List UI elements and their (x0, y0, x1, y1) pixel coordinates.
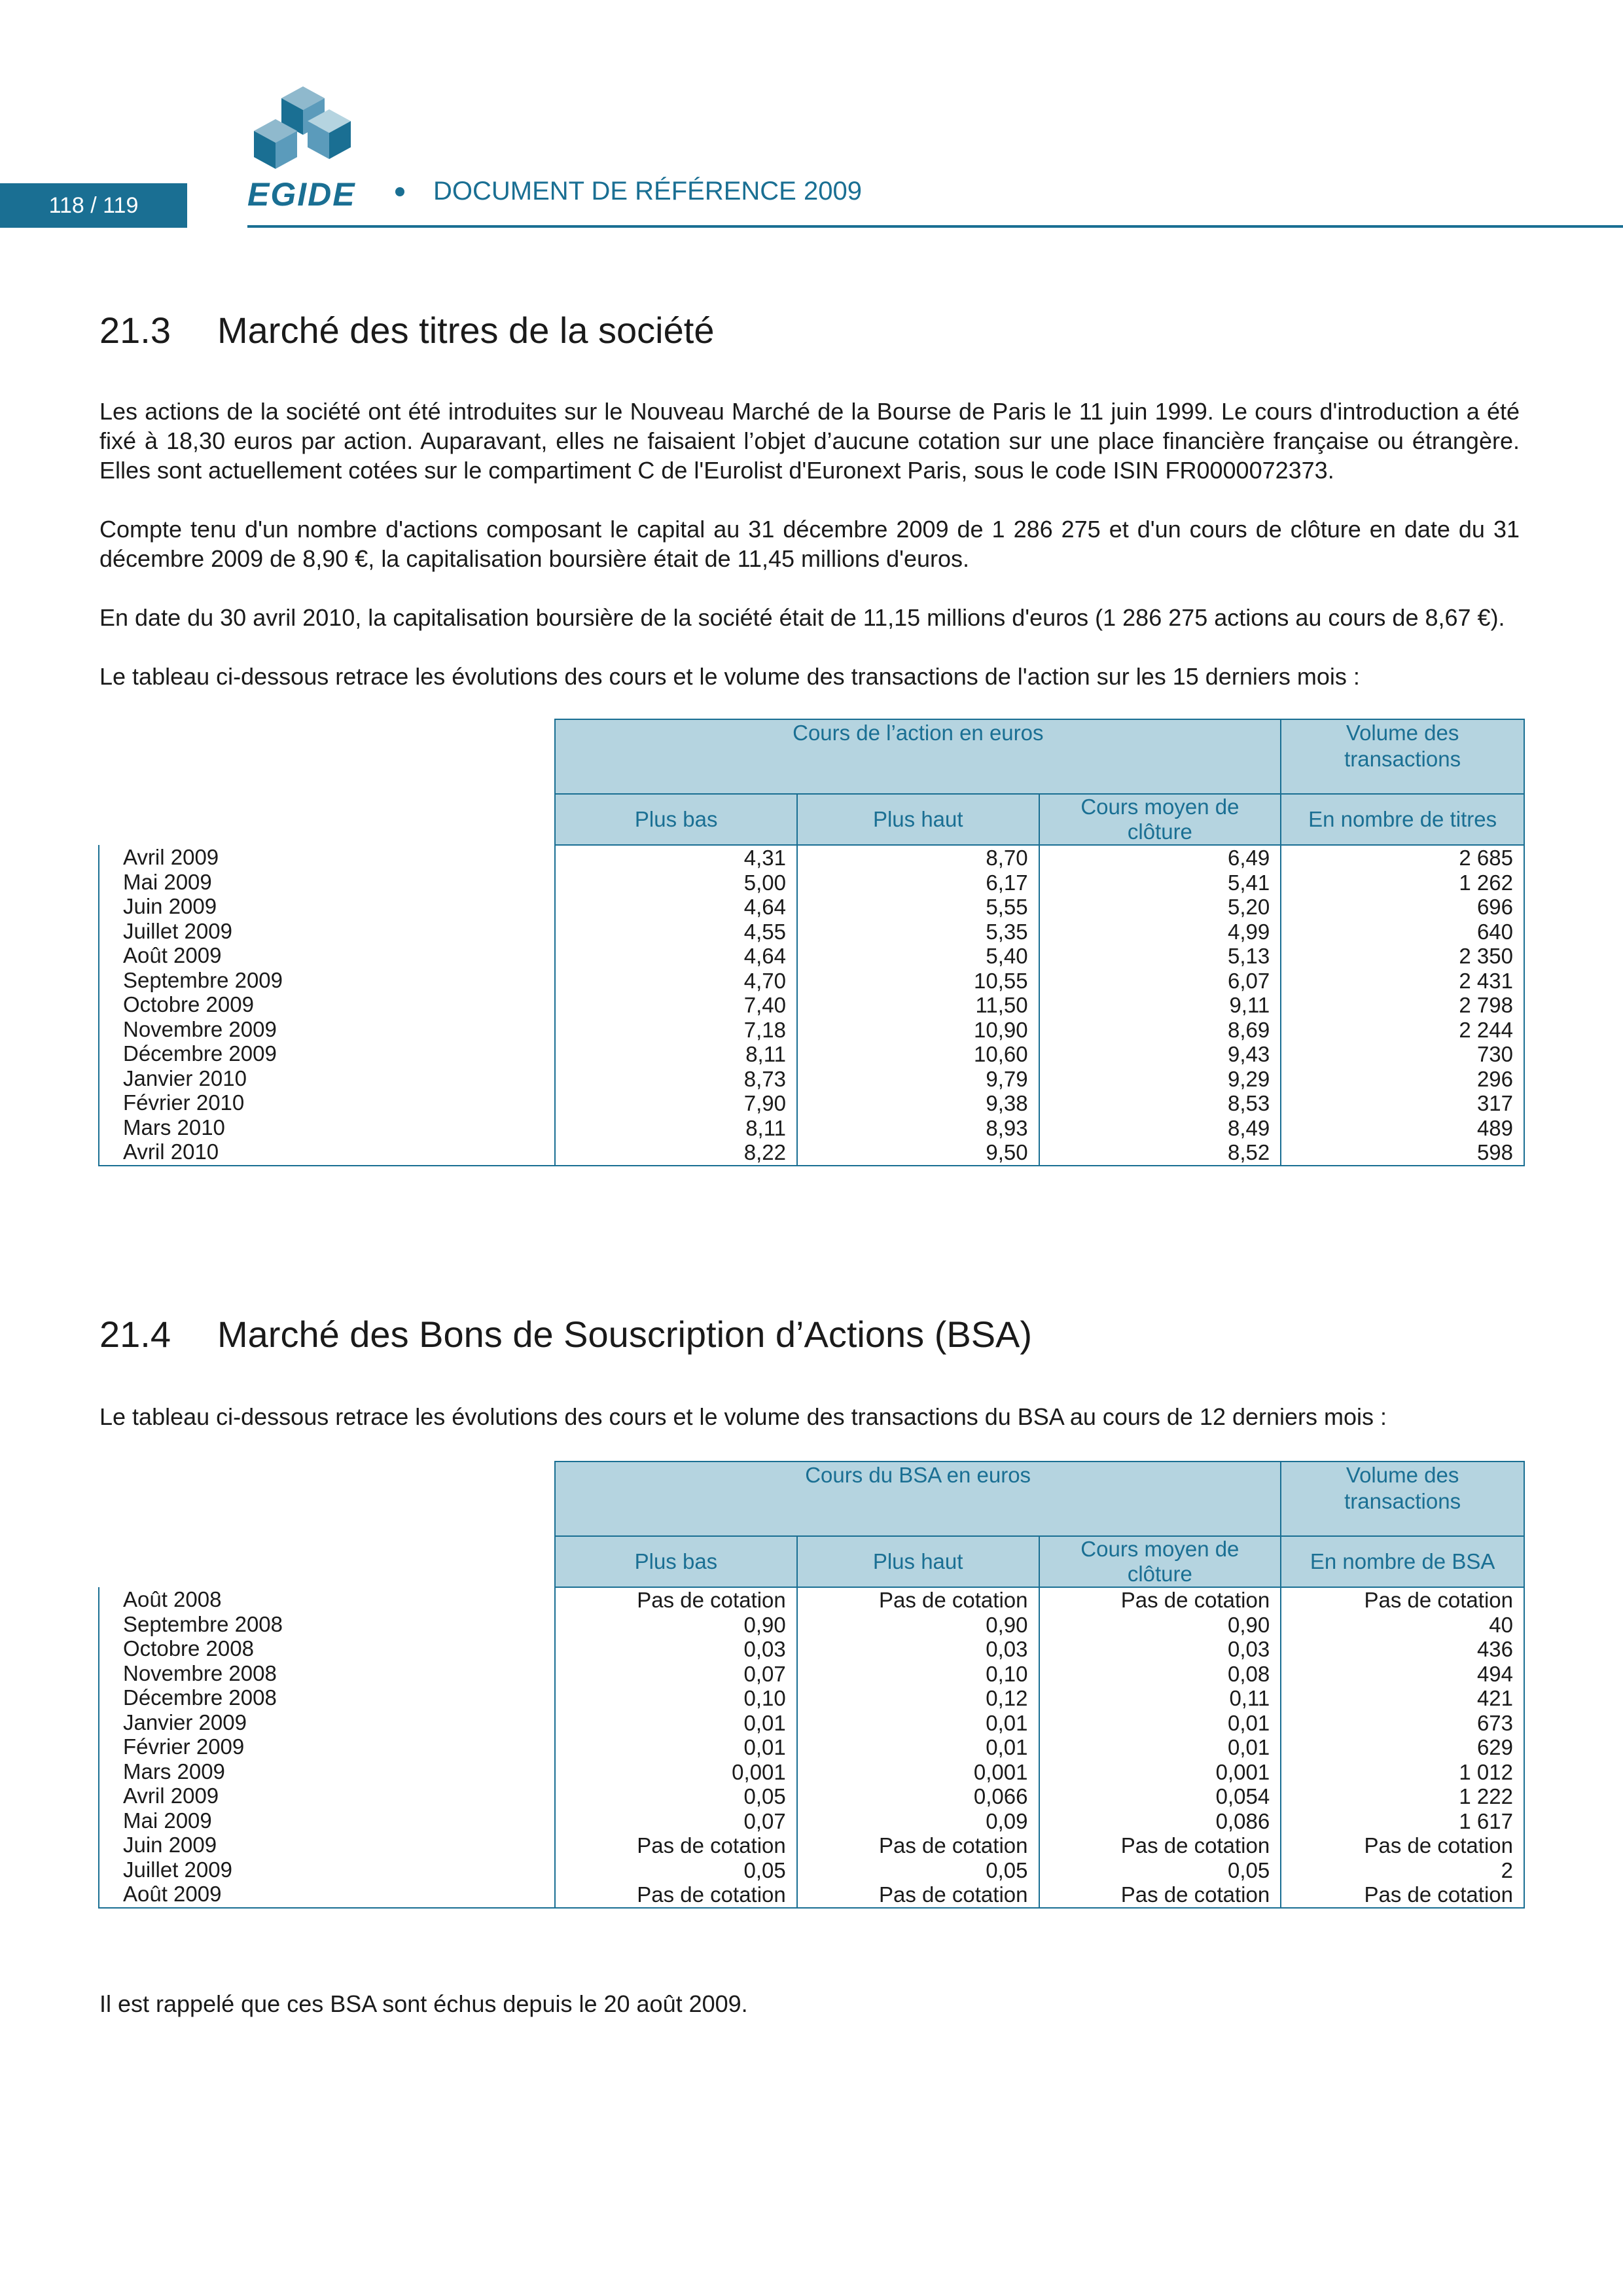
table-cell: 5,35 (986, 919, 1028, 944)
table-cell: 9,11 (1229, 993, 1270, 1017)
table-cell: 2 431 (1459, 968, 1513, 993)
table-cell: 1 222 (1459, 1784, 1513, 1808)
table-cell: 0,07 (743, 1661, 786, 1686)
table-cell: 598 (1476, 1140, 1513, 1164)
table-cell: Pas de cotation (1364, 1882, 1513, 1907)
table-cell: Juillet 2009 (123, 918, 232, 943)
table-cell: 1 617 (1459, 1808, 1513, 1833)
table-cell: Janvier 2010 (123, 1066, 247, 1090)
table-cell: Pas de cotation (1120, 1882, 1270, 1907)
table-cell: 0,10 (986, 1661, 1028, 1686)
table-cell: Pas de cotation (879, 1588, 1028, 1612)
table-cell: 436 (1476, 1637, 1513, 1661)
table-cell: 0,12 (986, 1686, 1028, 1710)
volume-column (1281, 845, 1524, 1166)
table-cell: Mai 2009 (123, 1808, 212, 1833)
table-cell: 0,066 (973, 1784, 1028, 1808)
table-cell: Décembre 2008 (123, 1685, 277, 1710)
table-cell: Octobre 2009 (123, 992, 254, 1016)
table-cell: 4,70 (743, 968, 786, 993)
col-header-low: Plus bas (555, 794, 797, 845)
table-cell: 0,05 (743, 1857, 786, 1882)
table-cell: 0,03 (743, 1637, 786, 1661)
col-header-volume: En nombre de BSA (1281, 1536, 1524, 1587)
table-cell: Mai 2009 (123, 869, 212, 894)
share-price-table (98, 719, 1525, 1166)
table-cell: 8,49 (1227, 1115, 1270, 1140)
table-cell: Pas de cotation (1364, 1588, 1513, 1612)
table-cell: 0,01 (743, 1735, 786, 1759)
high-column (797, 1587, 1039, 1908)
section-21-3-heading (99, 309, 714, 351)
col-header-avg: Cours moyen de clôture (1039, 1536, 1281, 1587)
table-cell: 6,17 (986, 870, 1028, 895)
table-cell: 9,38 (986, 1091, 1028, 1115)
table-cell: Pas de cotation (1364, 1833, 1513, 1857)
table-cell: 1 262 (1459, 870, 1513, 895)
table-cell: 0,07 (743, 1808, 786, 1833)
table-cell: 5,00 (743, 870, 786, 895)
bsa-price-table (98, 1461, 1525, 1909)
table-cell: Février 2010 (123, 1090, 245, 1115)
high-column (797, 845, 1039, 1166)
header-rule (247, 225, 1623, 228)
table-cell: 4,99 (1227, 919, 1270, 944)
table-cell: 0,054 (1215, 1784, 1270, 1808)
table-cell: 0,05 (986, 1857, 1028, 1882)
table-cell: 8,22 (743, 1140, 786, 1164)
paragraph-capitalisation-2010: En date du 30 avril 2010, la capitalisation boursière de la société était de 11,15 millions d'euros (1 286 275 actions au cours de 8,67 €). (99, 604, 1505, 631)
header-bullet (395, 187, 404, 196)
table-cell: 8,11 (745, 1115, 786, 1140)
table-cell: 0,11 (1229, 1686, 1270, 1710)
table-cell: Avril 2009 (123, 1784, 219, 1808)
table-cell: 0,90 (1228, 1612, 1270, 1637)
table-cell: Pas de cotation (637, 1882, 786, 1907)
table-cell: Décembre 2009 (123, 1041, 277, 1066)
paragraph-bsa-footnote: Il est rappelé que ces BSA sont échus depuis le 20 août 2009. (99, 1990, 748, 2017)
table-cell: Juillet 2009 (123, 1857, 232, 1882)
table-cell: 40 (1489, 1612, 1513, 1637)
table-cell: 8,11 (745, 1042, 786, 1066)
table-cell: 0,10 (743, 1686, 786, 1710)
paragraph-bsa-intro: Le tableau ci-dessous retrace les évolutions des cours et le volume des transactions du BSA au cours de 12 derniers mois : (99, 1403, 1387, 1430)
table-cell: 7,40 (743, 993, 786, 1017)
table-cell: 296 (1476, 1066, 1513, 1091)
table-cell: 8,93 (986, 1115, 1028, 1140)
table-cell: 9,50 (986, 1140, 1028, 1164)
table-cell: 5,41 (1227, 870, 1270, 895)
section-21-4-heading (99, 1313, 1032, 1355)
table-cell: 0,09 (986, 1808, 1028, 1833)
table-cell: 0,001 (1215, 1759, 1270, 1784)
table-cell: 494 (1476, 1661, 1513, 1686)
table-cell: 8,70 (986, 846, 1028, 870)
volume-group-header: Volume des transactions (1281, 719, 1524, 794)
table-cell: 730 (1476, 1042, 1513, 1066)
table-cell: 4,31 (743, 846, 786, 870)
low-column (555, 1587, 797, 1908)
table-cell: 8,73 (743, 1066, 786, 1091)
table-cell: 0,086 (1215, 1808, 1270, 1833)
table-cell: Juin 2009 (123, 894, 217, 918)
table-cell: 9,43 (1227, 1042, 1270, 1066)
price-group-header: Cours de l’action en euros (555, 719, 1281, 794)
table-cell: Août 2009 (123, 1882, 222, 1906)
table-cell: 10,90 (973, 1017, 1028, 1042)
table-cell: 0,001 (973, 1759, 1028, 1784)
logo-text: EGIDE (247, 176, 356, 213)
table-cell: 0,90 (986, 1612, 1028, 1637)
table-cell: Août 2009 (123, 943, 222, 967)
table-cell: 0,01 (986, 1710, 1028, 1735)
table-cell: Mars 2010 (123, 1115, 225, 1139)
table-cell: 0,01 (986, 1735, 1028, 1759)
table-cell: 0,05 (1228, 1857, 1270, 1882)
table-cell: Pas de cotation (879, 1882, 1028, 1907)
table-cell: 8,53 (1227, 1091, 1270, 1115)
table-cell: 4,55 (743, 919, 786, 944)
table-cell: Avril 2010 (123, 1139, 219, 1164)
table-cell: 640 (1476, 919, 1513, 944)
table-cell: 10,60 (973, 1042, 1028, 1066)
col-header-high: Plus haut (797, 1536, 1039, 1587)
paragraph-table-intro: Le tableau ci-dessous retrace les évolutions des cours et le volume des transactions de l'action sur les 15 derniers mois : (99, 663, 1360, 690)
avg-column (1039, 1587, 1281, 1908)
document-title: DOCUMENT DE RÉFÉRENCE 2009 (433, 177, 862, 206)
table-cell: Pas de cotation (1120, 1833, 1270, 1857)
col-header-volume: En nombre de titres (1281, 794, 1524, 845)
col-header-low: Plus bas (555, 1536, 797, 1587)
price-group-header: Cours du BSA en euros (555, 1462, 1281, 1536)
table-cell: 0,08 (1228, 1661, 1270, 1686)
table-cell: 8,52 (1227, 1140, 1270, 1164)
table-cell: 2 350 (1459, 944, 1513, 968)
table-cell: 0,05 (743, 1784, 786, 1808)
volume-column (1281, 1587, 1524, 1908)
table-cell: 10,55 (973, 968, 1028, 993)
table-cell: 2 244 (1459, 1017, 1513, 1042)
month-column (99, 1587, 555, 1908)
table-cell: 5,55 (986, 895, 1028, 919)
table-cell: 6,49 (1227, 846, 1270, 870)
table-cell: Pas de cotation (637, 1833, 786, 1857)
table-cell: 2 (1501, 1857, 1513, 1882)
table-cell: 0,01 (743, 1710, 786, 1735)
table-cell: 5,13 (1227, 944, 1270, 968)
table-cell: 696 (1476, 895, 1513, 919)
table-cell: 0,01 (1228, 1710, 1270, 1735)
table-cell: 4,64 (743, 895, 786, 919)
table-cell: Juin 2009 (123, 1833, 217, 1857)
table-cell: 11,50 (975, 993, 1028, 1017)
table-cell: Novembre 2008 (123, 1660, 277, 1685)
table-cell: 0,03 (986, 1637, 1028, 1661)
month-column (99, 845, 555, 1166)
table-cell: Pas de cotation (637, 1588, 786, 1612)
table-cell: 6,07 (1227, 968, 1270, 993)
section-number: 21.4 (99, 1314, 171, 1355)
table-cell: 0,01 (1228, 1735, 1270, 1759)
table-cell: Février 2009 (123, 1734, 245, 1759)
table-cell: Octobre 2008 (123, 1636, 254, 1660)
table-cell: Novembre 2009 (123, 1016, 277, 1041)
table-cell: Pas de cotation (1120, 1588, 1270, 1612)
table-cell: Janvier 2009 (123, 1710, 247, 1734)
table-cell: Mars 2009 (123, 1759, 225, 1784)
table-cell: 4,64 (743, 944, 786, 968)
table-cell: 317 (1476, 1091, 1513, 1115)
table-cell: 2 685 (1459, 846, 1513, 870)
table-cell: 9,29 (1227, 1066, 1270, 1091)
section-number: 21.3 (99, 310, 171, 351)
col-header-avg: Cours moyen de clôture (1039, 794, 1281, 845)
section-title: Marché des Bons de Souscription d’Actions (BSA) (217, 1314, 1033, 1355)
table-cell: 1 012 (1459, 1759, 1513, 1784)
table-cell: 0,001 (732, 1759, 786, 1784)
table-cell: 673 (1476, 1710, 1513, 1735)
table-cell: 421 (1476, 1686, 1513, 1710)
page-number: 118 / 119 (0, 183, 187, 228)
paragraph-capitalisation-2009: Compte tenu d'un nombre d'actions composant le capital au 31 décembre 2009 de 1 286 275 et d'un cours de clôture en date du 31 décembre 2009 de 8,90 €, la capitalisation boursière était de 11,45 millions d'euros. (99, 516, 1520, 572)
table-cell: 0,90 (743, 1612, 786, 1637)
table-cell: 489 (1476, 1115, 1513, 1140)
table-cell: 7,18 (743, 1017, 786, 1042)
table-cell: 8,69 (1227, 1017, 1270, 1042)
paragraph-introduction: Les actions de la société ont été introduites sur le Nouveau Marché de la Bourse de Paris le 11 juin 1999. Le cours d'introduction a été fixé à 18,30 euros par action. Auparavant, elles ne faisaient l’objet d’aucune cotation sur une place financière française ou étrangère. Elles sont actuellement cotées sur le compartiment C de l'Eurolist d'Euronext Paris, sous le code ISIN FR0000072373. (99, 398, 1520, 484)
table-cell: 5,40 (986, 944, 1028, 968)
col-header-high: Plus haut (797, 794, 1039, 845)
table-cell: Avril 2009 (123, 845, 219, 869)
table-cell: Septembre 2009 (123, 967, 283, 992)
table-cell: 7,90 (743, 1091, 786, 1115)
volume-group-header: Volume des transactions (1281, 1462, 1524, 1536)
table-cell: 0,03 (1228, 1637, 1270, 1661)
low-column (555, 845, 797, 1166)
section-title: Marché des titres de la société (217, 310, 715, 351)
avg-column (1039, 845, 1281, 1166)
table-cell: Septembre 2008 (123, 1611, 283, 1636)
table-cell: Pas de cotation (879, 1833, 1028, 1857)
table-cell: 629 (1476, 1735, 1513, 1759)
table-cell: 2 798 (1459, 993, 1513, 1017)
table-cell: 5,20 (1227, 895, 1270, 919)
table-cell: 9,79 (986, 1066, 1028, 1091)
table-cell: Août 2008 (123, 1587, 222, 1611)
